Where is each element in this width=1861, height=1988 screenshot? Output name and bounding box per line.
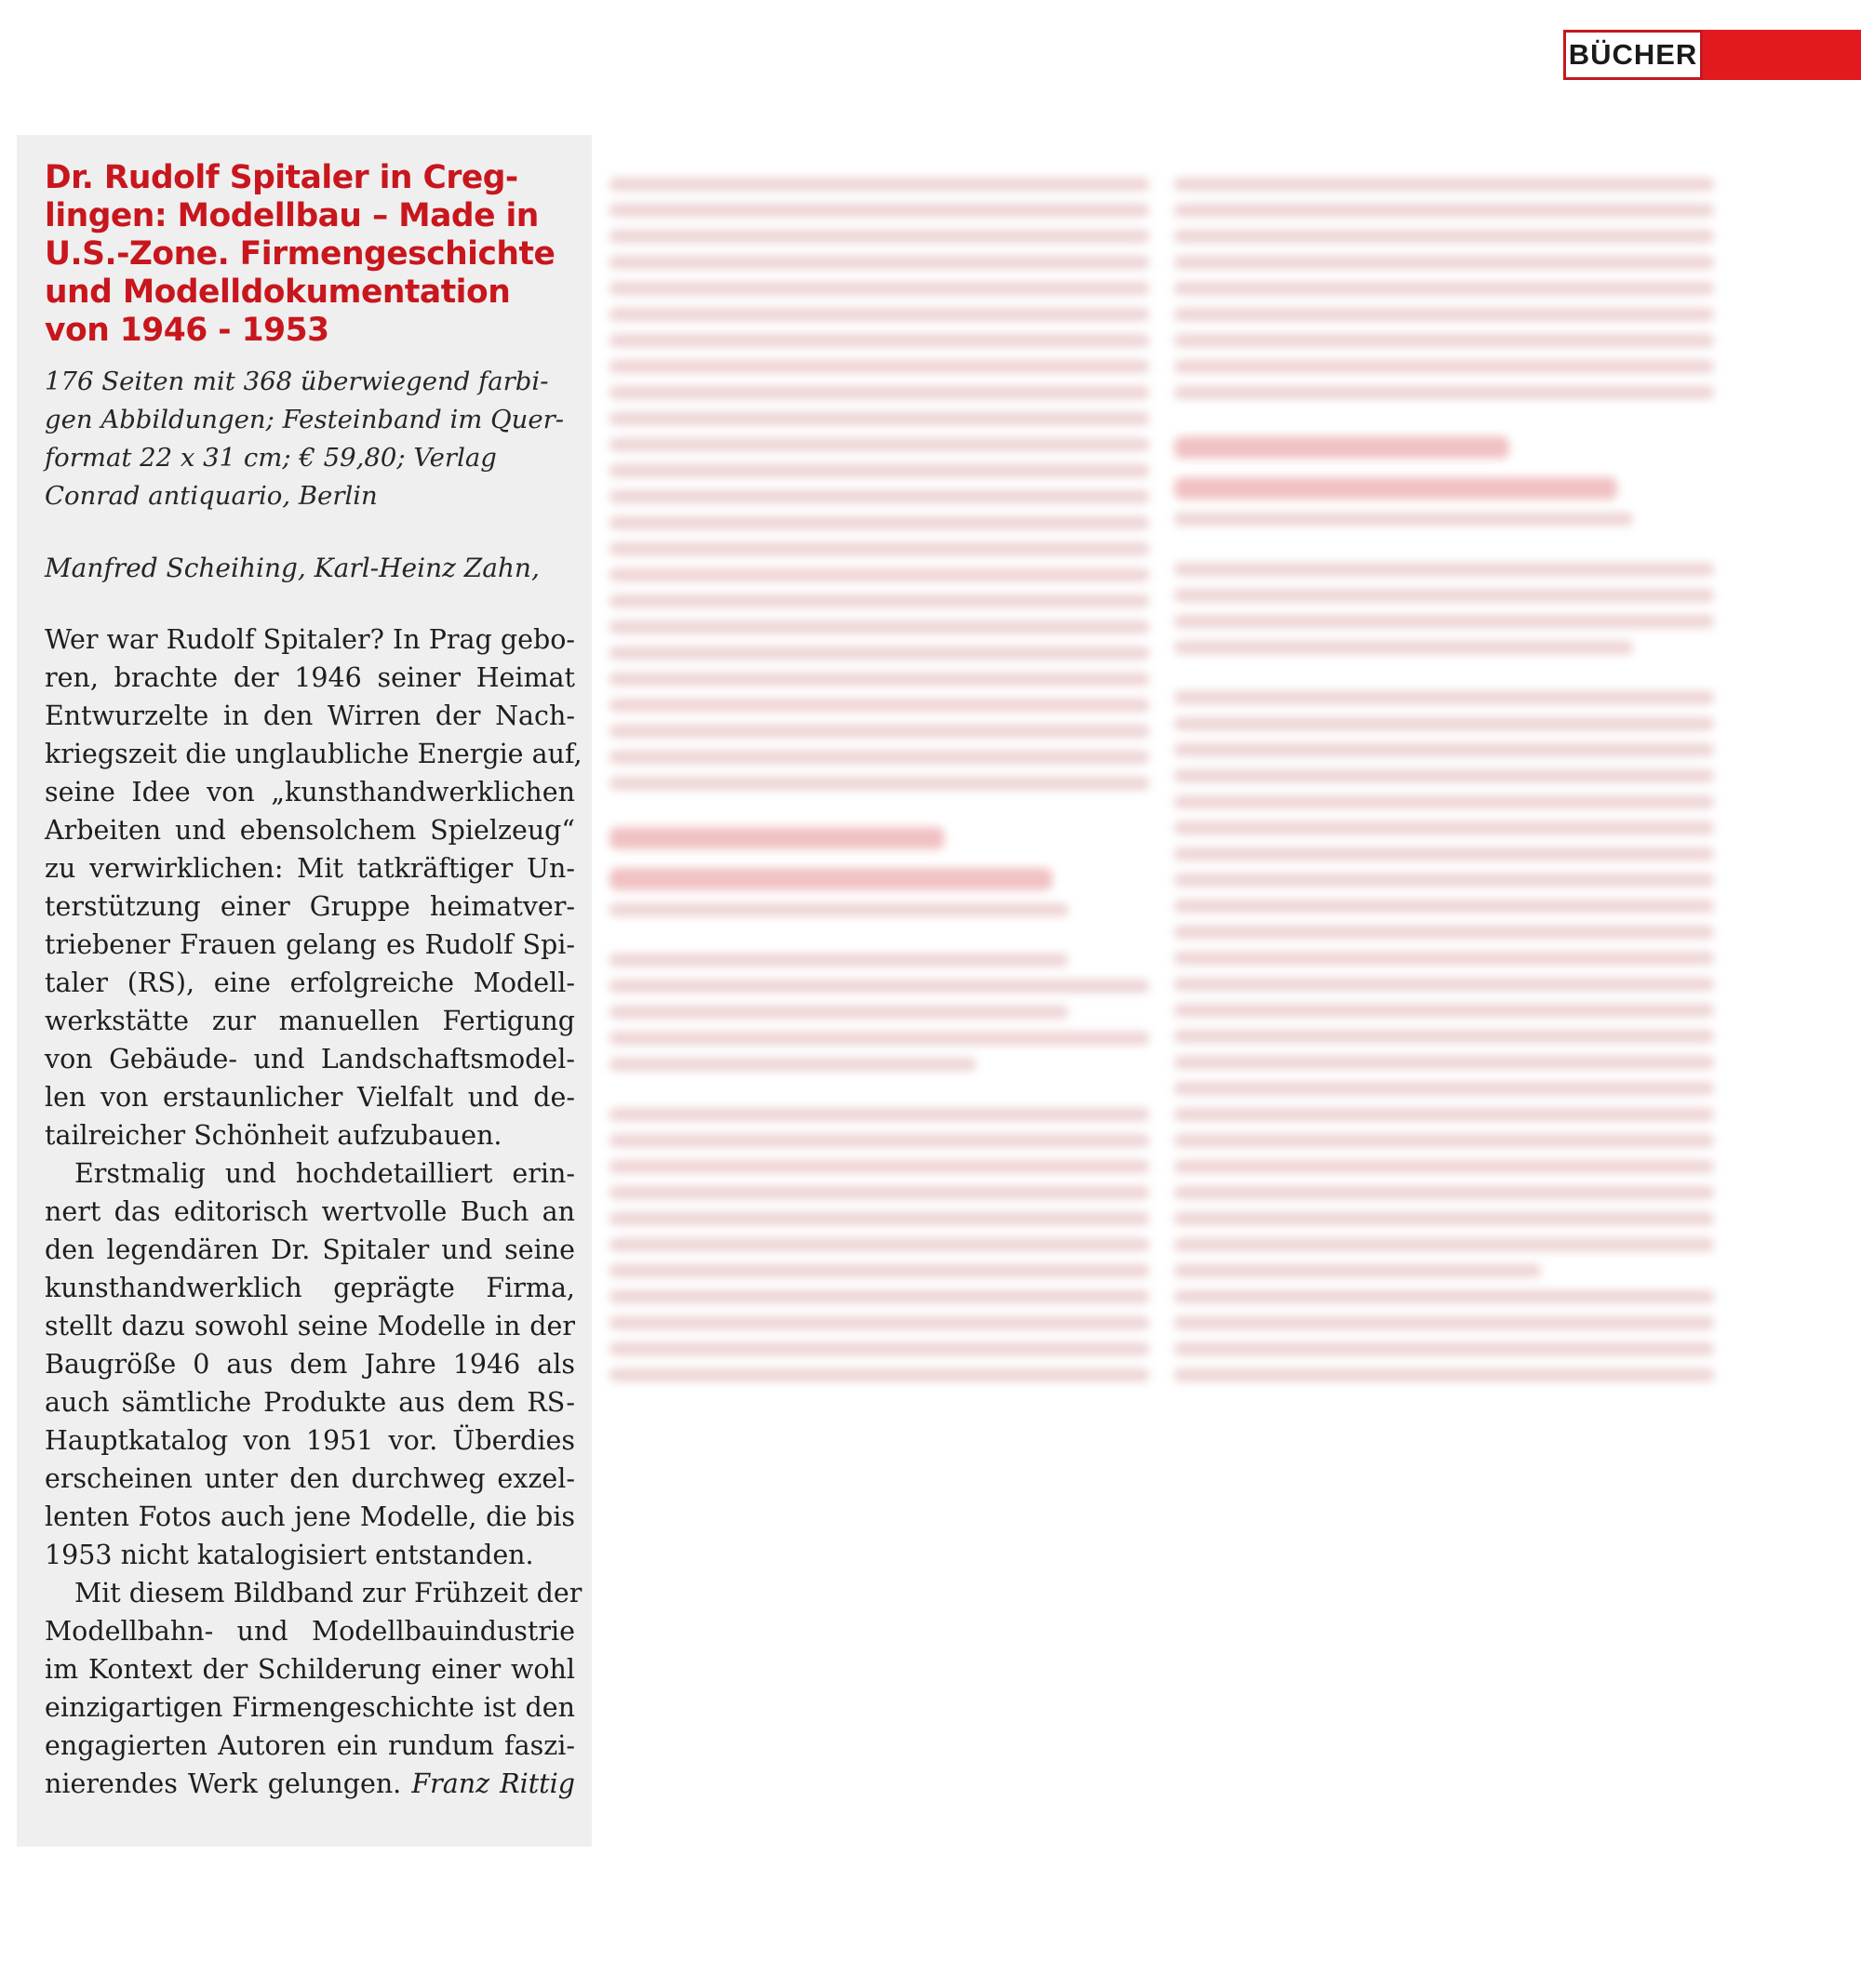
review-title-line: Dr. Rudolf Spitaler in Creg- <box>45 159 518 196</box>
blurred-line <box>1174 978 1714 991</box>
text-line: den legendären Dr. Spitaler und seine <box>45 1234 575 1265</box>
blurred-line <box>609 282 1149 295</box>
text-line: Wer war Rudolf Spitaler? In Prag gebo- <box>45 624 575 655</box>
section-accent-bar <box>1703 30 1861 80</box>
text-line: werkstätte zur manuellen Fertigung <box>45 1006 575 1036</box>
blurred-line <box>1174 204 1714 217</box>
blurred-line <box>1174 615 1714 628</box>
blurred-line <box>1174 1056 1714 1069</box>
book-metadata-line: format 22 x 31 cm; € 59,80; Verlag <box>45 443 497 473</box>
blurred-line <box>1174 1290 1714 1303</box>
blurred-heading <box>1174 436 1509 459</box>
text-line: nert das editorisch wertvolle Buch an <box>45 1196 575 1227</box>
blurred-line <box>1174 900 1714 913</box>
blurred-line <box>1174 1082 1714 1095</box>
blurred-line <box>1174 230 1714 243</box>
blurred-line <box>1174 256 1714 269</box>
blurred-line <box>609 360 1149 373</box>
text-line: im Kontext der Schilderung einer wohl <box>45 1654 575 1685</box>
blurred-line <box>609 903 1068 916</box>
text-line: nierendes Werk gelungen. <box>45 1768 402 1799</box>
blurred-line <box>1174 178 1714 191</box>
blurred-line <box>609 230 1149 243</box>
blurred-line <box>609 412 1149 425</box>
blurred-line <box>609 1032 1149 1045</box>
blurred-line <box>1174 874 1714 887</box>
blurred-line <box>609 980 1149 993</box>
blurred-line <box>1174 743 1714 756</box>
blurred-line <box>609 777 1149 790</box>
blurred-line <box>609 204 1149 217</box>
blurred-line <box>609 1264 1149 1277</box>
text-line: ren, brachte der 1946 seiner Heimat <box>45 662 575 693</box>
text-line: auch sämtliche Produkte aus dem RS- <box>45 1387 575 1418</box>
blurred-line <box>609 1238 1149 1251</box>
book-metadata-line: Conrad antiquario, Berlin <box>45 481 378 511</box>
blurred-line <box>1174 847 1714 861</box>
blurred-line <box>609 490 1149 503</box>
text-line: stellt dazu sowohl seine Modelle in der <box>45 1311 575 1341</box>
blurred-line <box>1174 1108 1714 1121</box>
book-review-box <box>17 135 592 1847</box>
blurred-line <box>609 954 1068 967</box>
blurred-line <box>609 699 1149 712</box>
blurred-line <box>1174 513 1633 526</box>
review-title-line: U.S.-Zone. Firmengeschichte <box>45 235 556 273</box>
review-title <box>45 159 575 350</box>
text-line: Arbeiten und ebensolchem Spielzeug“ <box>45 815 575 846</box>
blurred-line <box>1174 563 1714 576</box>
blurred-line <box>609 1160 1149 1173</box>
blurred-line <box>1174 1264 1541 1277</box>
text-line: tailreicher Schönheit aufzubauen. <box>45 1120 502 1151</box>
blurred-line <box>1174 1212 1714 1225</box>
blurred-line <box>609 1058 976 1071</box>
text-line: Mit diesem Bildband zur Frühzeit der <box>74 1578 582 1608</box>
blurred-line <box>609 516 1149 529</box>
blurred-line <box>1174 641 1633 654</box>
text-line: triebener Frauen gelang es Rudolf Spi- <box>45 929 575 960</box>
blurred-line <box>609 673 1149 686</box>
review-body <box>45 620 582 1803</box>
section-label: BÜCHER <box>1563 30 1703 80</box>
blurred-paragraph <box>609 903 1149 916</box>
blurred-paragraph <box>1174 178 1714 399</box>
blurred-paragraph <box>609 1108 1149 1381</box>
blurred-line <box>1174 589 1714 602</box>
book-metadata <box>45 363 575 515</box>
text-line: von Gebäude- und Landschaftsmodel- <box>45 1044 575 1074</box>
blurred-line <box>1174 1316 1714 1329</box>
blurred-line <box>609 1368 1149 1381</box>
text-line: kunsthandwerklich geprägte Firma, <box>45 1273 575 1303</box>
blurred-line <box>609 438 1149 451</box>
blurred-line <box>609 1006 1068 1019</box>
text-line: seine Idee von „kunsthandwerklichen <box>45 777 575 807</box>
blurred-line <box>1174 386 1714 399</box>
text-line: Hauptkatalog von 1951 vor. Überdies <box>45 1425 575 1456</box>
blurred-heading <box>609 868 1052 890</box>
blurred-line <box>609 1290 1149 1303</box>
text-line: Modellbahn- und Modellbauindustrie <box>45 1616 575 1647</box>
blurred-line <box>1174 334 1714 347</box>
blurred-line <box>609 1212 1149 1225</box>
text-line: Entwurzelte in den Wirren der Nach- <box>45 700 575 731</box>
section-tab <box>1563 30 1861 78</box>
blurred-line <box>1174 308 1714 321</box>
review-paragraph <box>45 1154 575 1574</box>
text-line: lenten Fotos auch jene Modelle, die bis <box>45 1501 575 1532</box>
blurred-line <box>609 751 1149 764</box>
blurred-line <box>1174 795 1714 808</box>
blurred-line <box>1174 1030 1714 1043</box>
blurred-paragraph <box>1174 563 1714 654</box>
blurred-line <box>1174 926 1714 939</box>
review-title-line: von 1946 - 1953 <box>45 312 329 349</box>
blurred-line <box>1174 1004 1714 1017</box>
review-title-line: lingen: Modellbau – Made in <box>45 197 539 234</box>
blurred-line <box>609 334 1149 347</box>
blurred-heading <box>1174 477 1617 500</box>
blurred-line <box>609 1342 1149 1355</box>
blurred-line <box>1174 1186 1714 1199</box>
text-line: einzigartigen Firmengeschichte ist den <box>45 1692 575 1723</box>
blurred-line <box>1174 1238 1714 1251</box>
blurred-line <box>609 1108 1149 1121</box>
blurred-paragraph <box>1174 513 1714 526</box>
blurred-line <box>609 647 1149 660</box>
blurred-line <box>609 620 1149 634</box>
text-line: zu verwirklichen: Mit tatkräftiger Un- <box>45 853 575 884</box>
blurred-line <box>609 1186 1149 1199</box>
blurred-heading <box>609 827 944 849</box>
review-signature: Franz Rittig <box>411 1768 575 1799</box>
text-line: engagierten Autoren ein rundum faszi- <box>45 1730 575 1761</box>
blurred-line <box>1174 360 1714 373</box>
review-title-line: und Modelldokumentation <box>45 274 511 311</box>
text-line: terstützung einer Gruppe heimatver- <box>45 891 575 922</box>
review-paragraph <box>45 1574 582 1803</box>
text-line-with-signature <box>45 1765 575 1803</box>
blurred-line <box>1174 282 1714 295</box>
blurred-text-column-middle <box>609 166 1149 1419</box>
blurred-line <box>1174 1160 1714 1173</box>
text-line: Baugröße 0 aus dem Jahre 1946 als <box>45 1349 575 1380</box>
blurred-line <box>609 542 1149 555</box>
text-line: Erstmalig und hochdetailliert erin- <box>74 1158 575 1189</box>
text-line: erscheinen unter den durchweg exzel- <box>45 1463 575 1494</box>
blurred-paragraph <box>1174 691 1714 1381</box>
blurred-line <box>1174 952 1714 965</box>
review-paragraph <box>45 620 582 1154</box>
blurred-paragraph <box>609 178 1149 790</box>
text-line: len von erstaunlicher Vielfalt und de- <box>45 1082 575 1113</box>
blurred-line <box>609 308 1149 321</box>
blurred-line <box>609 178 1149 191</box>
blurred-line <box>1174 1342 1714 1355</box>
text-line: taler (RS), eine erfolgreiche Modell- <box>45 967 575 998</box>
text-line: 1953 nicht katalogisiert entstanden. <box>45 1540 534 1570</box>
book-metadata-line: gen Abbildungen; Festeinband im Quer- <box>45 405 565 434</box>
book-authors: Manfred Scheihing, Karl-Heinz Zahn, <box>45 553 540 583</box>
blurred-line <box>1174 717 1714 730</box>
blurred-line <box>609 1316 1149 1329</box>
blurred-line <box>609 594 1149 607</box>
blurred-text-column-right <box>1174 166 1714 1419</box>
text-line: kriegszeit die unglaubliche Energie auf, <box>45 739 582 769</box>
blurred-line <box>1174 691 1714 704</box>
blurred-line <box>1174 1368 1714 1381</box>
blurred-line <box>609 386 1149 399</box>
blurred-line <box>609 568 1149 581</box>
blurred-paragraph <box>609 954 1149 1071</box>
blurred-line <box>1174 821 1714 834</box>
blurred-line <box>609 725 1149 738</box>
blurred-line <box>1174 1134 1714 1147</box>
blurred-line <box>609 464 1149 477</box>
blurred-line <box>609 256 1149 269</box>
book-metadata-line: 176 Seiten mit 368 überwiegend farbi- <box>45 367 549 396</box>
blurred-line <box>1174 769 1714 782</box>
blurred-line <box>609 1134 1149 1147</box>
